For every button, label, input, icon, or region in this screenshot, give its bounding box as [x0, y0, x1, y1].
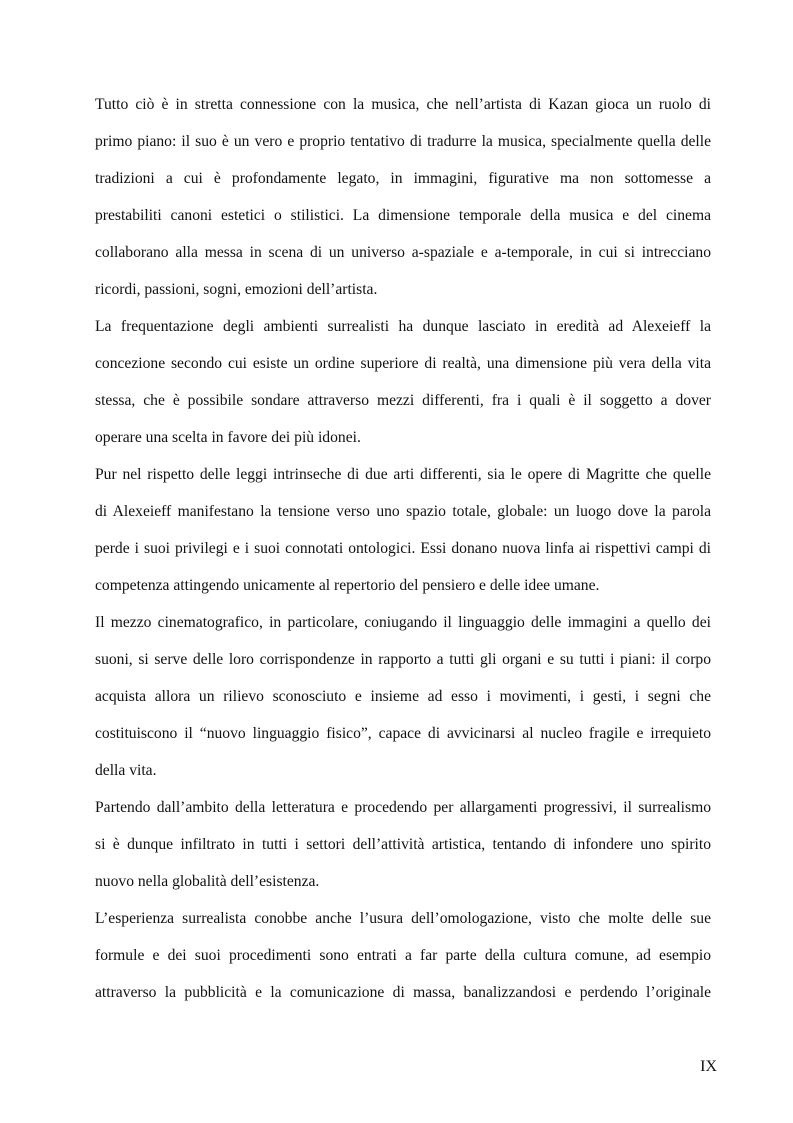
text-line: tradizioni a cui è profondamente legato, in immagini, figurative ma non sottomesse a [95, 170, 711, 187]
text-line: nuovo nella globalità dell’esistenza. [95, 873, 320, 890]
text-line: L’esperienza surrealista conobbe anche l’usura dell’omologazione, visto che molte delle sue [95, 910, 711, 927]
text-line: Partendo dall’ambito della letteratura e procedendo per allargamenti progressivi, il surrealismo [95, 799, 711, 816]
text-line: Tutto ciò è in stretta connessione con la musica, che nell’artista di Kazan gioca un ruolo di [95, 96, 711, 113]
text-line: operare una scelta in favore dei più idonei. [95, 429, 361, 446]
body-text [95, 86, 711, 1011]
text-line: Pur nel rispetto delle leggi intrinseche di due arti differenti, sia le opere di Magritte che quelle [95, 466, 711, 483]
paragraph-5 [95, 789, 711, 900]
text-line: suoni, si serve delle loro corrispondenze in rapporto a tutti gli organi e su tutti i piani: il corpo [95, 651, 711, 668]
text-line: concezione secondo cui esiste un ordine superiore di realtà, una dimensione più vera della vita [95, 355, 711, 372]
text-line: prestabiliti canoni estetici o stilistici. La dimensione temporale della musica e del cinema [95, 207, 711, 224]
text-line: si è dunque infiltrato in tutti i settori dell’attività artistica, tentando di infondere uno spirito [95, 836, 711, 853]
text-line: formule e dei suoi procedimenti sono entrati a far parte della cultura comune, ad esempio [95, 947, 711, 964]
text-line: perde i suoi privilegi e i suoi connotati ontologici. Essi donano nuova linfa ai rispettivi campi di [95, 540, 711, 557]
paragraph-3 [95, 456, 711, 604]
text-line: stessa, che è possibile sondare attraverso mezzi differenti, fra i quali è il soggetto a dover [95, 392, 711, 409]
paragraph-2 [95, 308, 711, 456]
text-line: di Alexeieff manifestano la tensione verso uno spazio totale, globale: un luogo dove la parola [95, 503, 711, 520]
page-number: IX [700, 1058, 717, 1075]
text-line: acquista allora un rilievo sconosciuto e insieme ad esso i movimenti, i gesti, i segni che [95, 688, 711, 705]
paragraph-6 [95, 900, 711, 1011]
text-line: attraverso la pubblicità e la comunicazione di massa, banalizzandosi e perdendo l’originale [95, 984, 711, 1001]
text-line: Il mezzo cinematografico, in particolare, coniugando il linguaggio delle immagini a quello dei [95, 614, 711, 631]
text-line: primo piano: il suo è un vero e proprio tentativo di tradurre la musica, specialmente quella delle [95, 133, 711, 150]
paragraph-1 [95, 86, 711, 308]
text-line: La frequentazione degli ambienti surrealisti ha dunque lasciato in eredità ad Alexeieff la [95, 318, 711, 335]
text-line: costituiscono il “nuovo linguaggio fisico”, capace di avvicinarsi al nucleo fragile e irrequieto [95, 725, 711, 742]
text-line: competenza attingendo unicamente al repertorio del pensiero e delle idee umane. [95, 577, 600, 594]
text-line: ricordi, passioni, sogni, emozioni dell’artista. [95, 281, 378, 298]
paragraph-4 [95, 604, 711, 789]
text-line: collaborano alla messa in scena di un universo a-spaziale e a-temporale, in cui si intrecciano [95, 244, 711, 261]
text-line: della vita. [95, 762, 157, 779]
